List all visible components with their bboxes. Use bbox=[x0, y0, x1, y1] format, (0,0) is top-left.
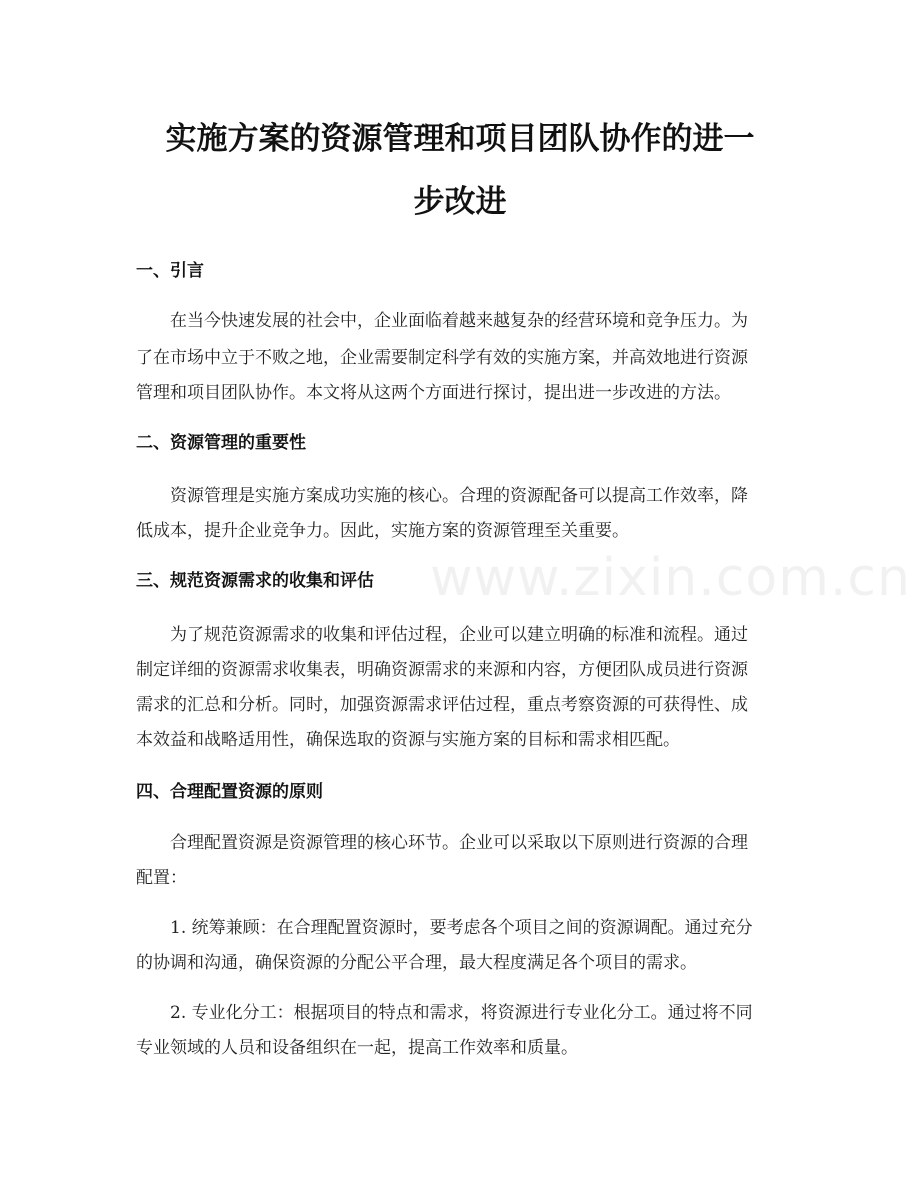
list-item-line: 的协调和沟通，确保资源的分配公平合理，最大程度满足各个项目的需求。 bbox=[136, 953, 697, 973]
document-title-line-1: 实施方案的资源管理和项目团队协作的进一 bbox=[165, 121, 755, 157]
section-heading-resource-importance: 二、资源管理的重要性 bbox=[136, 433, 306, 453]
list-item-line: 专业领域的人员和设备组织在一起，提高工作效率和质量。 bbox=[136, 1038, 578, 1058]
list-item-line: 2. 专业化分工：根据项目的特点和需求，将资源进行专业化分工。通过将不同 bbox=[170, 1003, 753, 1023]
section-heading-requirement-collection: 三、规范资源需求的收集和评估 bbox=[136, 571, 374, 591]
paragraph-line: 在当今快速发展的社会中，企业面临着越来越复杂的经营环境和竞争压力。为 bbox=[170, 311, 748, 331]
section-heading-introduction: 一、引言 bbox=[136, 261, 204, 281]
paragraph-line: 了在市场中立于不败之地，企业需要制定科学有效的实施方案，并高效地进行资源 bbox=[136, 348, 748, 368]
list-item-line: 1. 统筹兼顾：在合理配置资源时，要考虑各个项目之间的资源调配。通过充分 bbox=[170, 918, 753, 938]
document-title-line-2: 步改进 bbox=[413, 184, 507, 220]
paragraph-line: 配置： bbox=[136, 868, 187, 888]
paragraph-line: 合理配置资源是资源管理的核心环节。企业可以采取以下原则进行资源的合理 bbox=[170, 833, 748, 853]
paragraph-line: 为了规范资源需求的收集和评估过程，企业可以建立明确的标准和流程。通过 bbox=[170, 625, 748, 645]
paragraph-line: 本效益和战略适用性，确保选取的资源与实施方案的目标和需求相匹配。 bbox=[136, 730, 680, 750]
paragraph-line: 管理和项目团队协作。本文将从这两个方面进行探讨，提出进一步改进的方法。 bbox=[136, 383, 731, 403]
paragraph-line: 制定详细的资源需求收集表，明确资源需求的来源和内容，方便团队成员进行资源 bbox=[136, 660, 748, 680]
watermark: www.zixin.com.cn bbox=[430, 548, 911, 608]
section-heading-allocation-principles: 四、合理配置资源的原则 bbox=[136, 782, 323, 802]
paragraph-line: 需求的汇总和分析。同时，加强资源需求评估过程，重点考察资源的可获得性、成 bbox=[136, 695, 748, 715]
paragraph-line: 低成本，提升企业竞争力。因此，实施方案的资源管理至关重要。 bbox=[136, 521, 629, 541]
paragraph-line: 资源管理是实施方案成功实施的核心。合理的资源配备可以提高工作效率，降 bbox=[170, 486, 748, 506]
